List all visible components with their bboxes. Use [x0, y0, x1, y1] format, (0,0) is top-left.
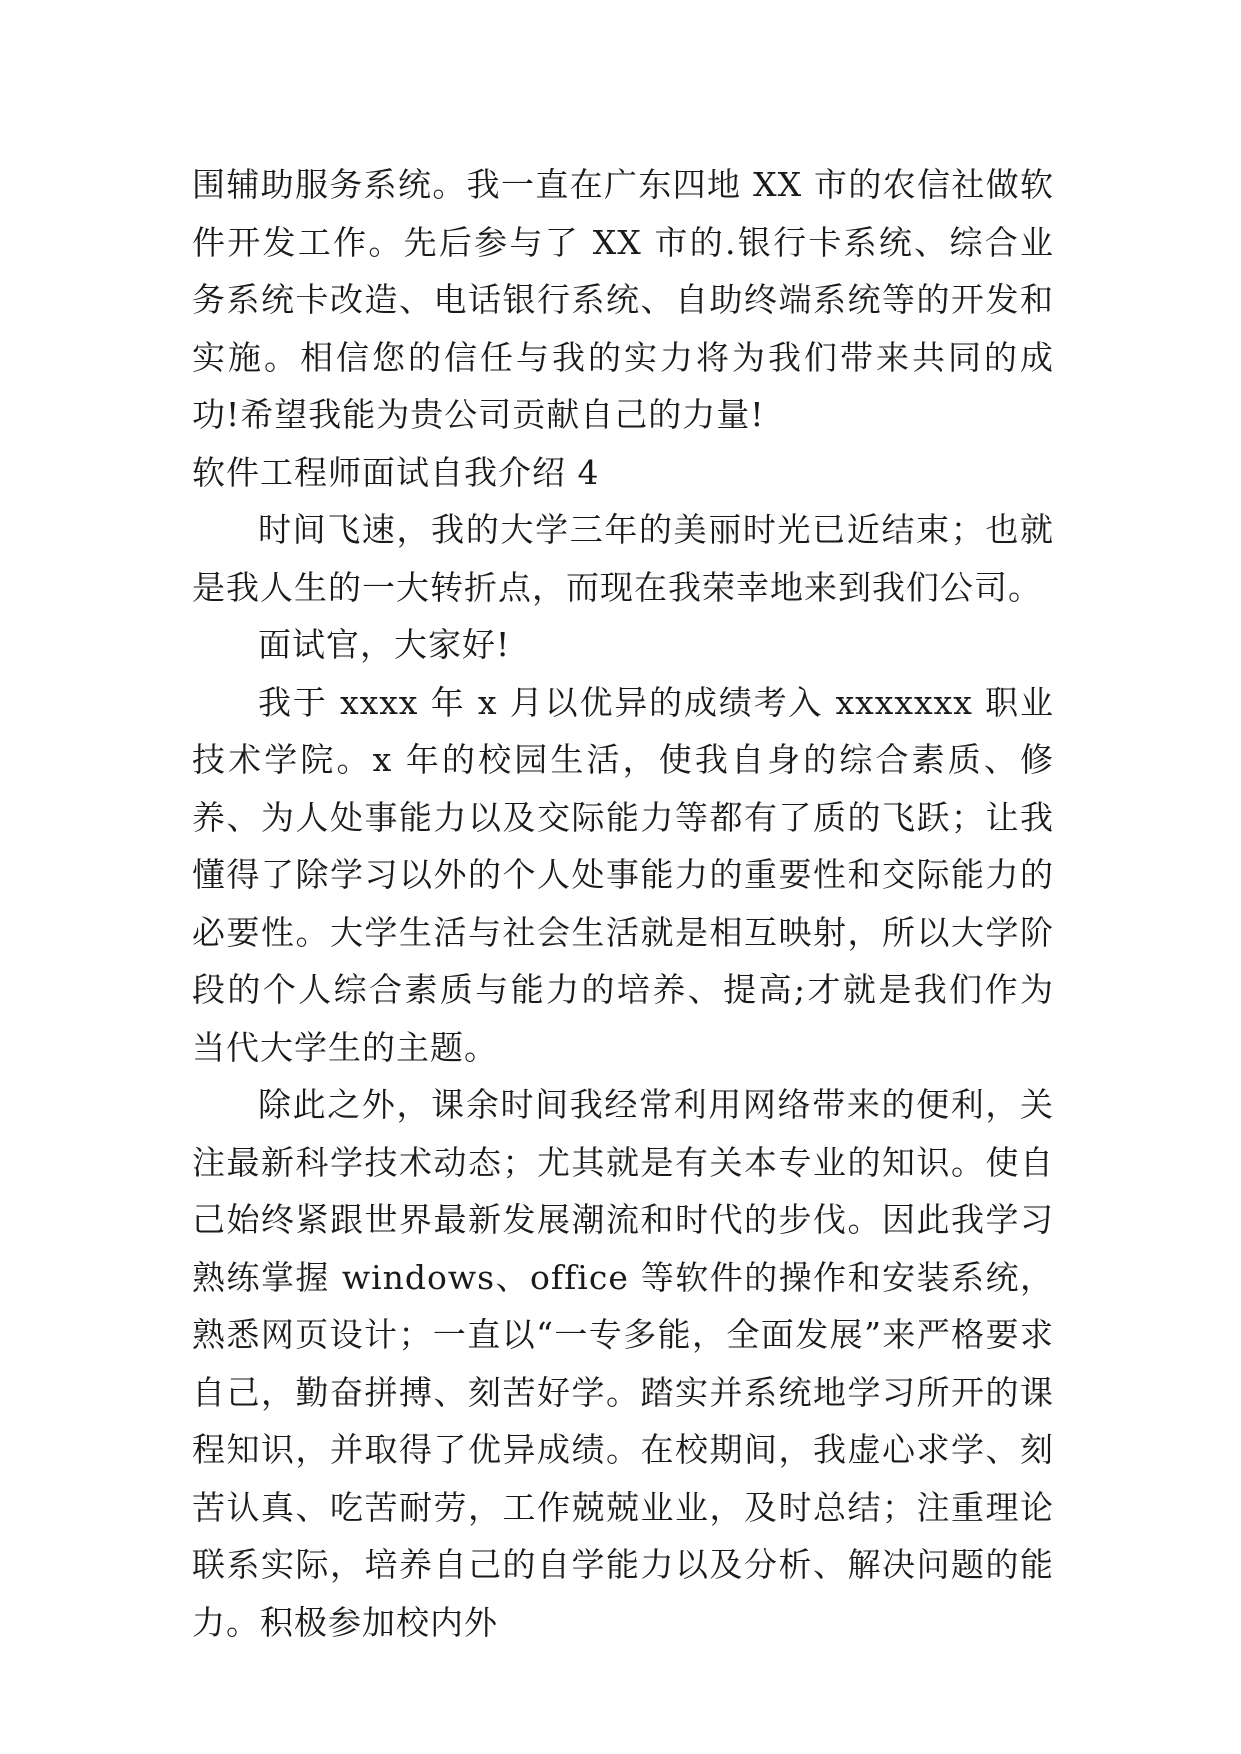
paragraph-continued: 围辅助服务系统。我一直在广东四地 XX 市的农信社做软件开发工作。先后参与了 XX 市的.银行卡系统、综合业务系统卡改造、电话银行系统、自助终端系统等的开发和实施。相信您的信任与我的实力将为我们带来共同的成功!希望我能为贵公司贡献自己的力量! [192, 165, 1054, 434]
paragraph: 我于 xxxx 年 x 月以优异的成绩考入 xxxxxxx 职业技术学院。x 年的校园生活，使我自身的综合素质、修养、为人处事能力以及交际能力等都有了质的飞跃；让我懂得了除学习以外的个人处事能力的重要性和交际能力的必要性。大学生活与社会生活就是相互映射，所以大学阶段的个人综合素质与能力的培养、提高;才就是我们作为当代大学生的主题。 [192, 682, 1054, 1067]
paragraph: 除此之外，课余时间我经常利用网络带来的便利，关注最新科学技术动态；尤其就是有关本专业的知识。使自己始终紧跟世界最新发展潮流和时代的步伐。因此我学习熟练掌握 windows、office 等软件的操作和安装系统，熟悉网页设计；一直以“一专多能，全面发展”来严格要求自己，勤奋拼搏、刻苦好学。踏实并系统地学习所开的课程知识，并取得了优异成绩。在校期间，我虚心求学、刻苦认真、吃苦耐劳，工作兢兢业业，及时总结；注重理论联系实际，培养自己的自学能力以及分析、解决问题的能力。积极参加校内外 [192, 1085, 1054, 1642]
paragraph: 时间飞速，我的大学三年的美丽时光已近结束；也就是我人生的一大转折点，而现在我荣幸地来到我们公司。 [192, 510, 1054, 607]
section-heading: 软件工程师面试自我介绍 4 [192, 452, 600, 492]
paragraph-greeting: 面试官，大家好! [258, 625, 511, 664]
document-body [192, 156, 1054, 1651]
